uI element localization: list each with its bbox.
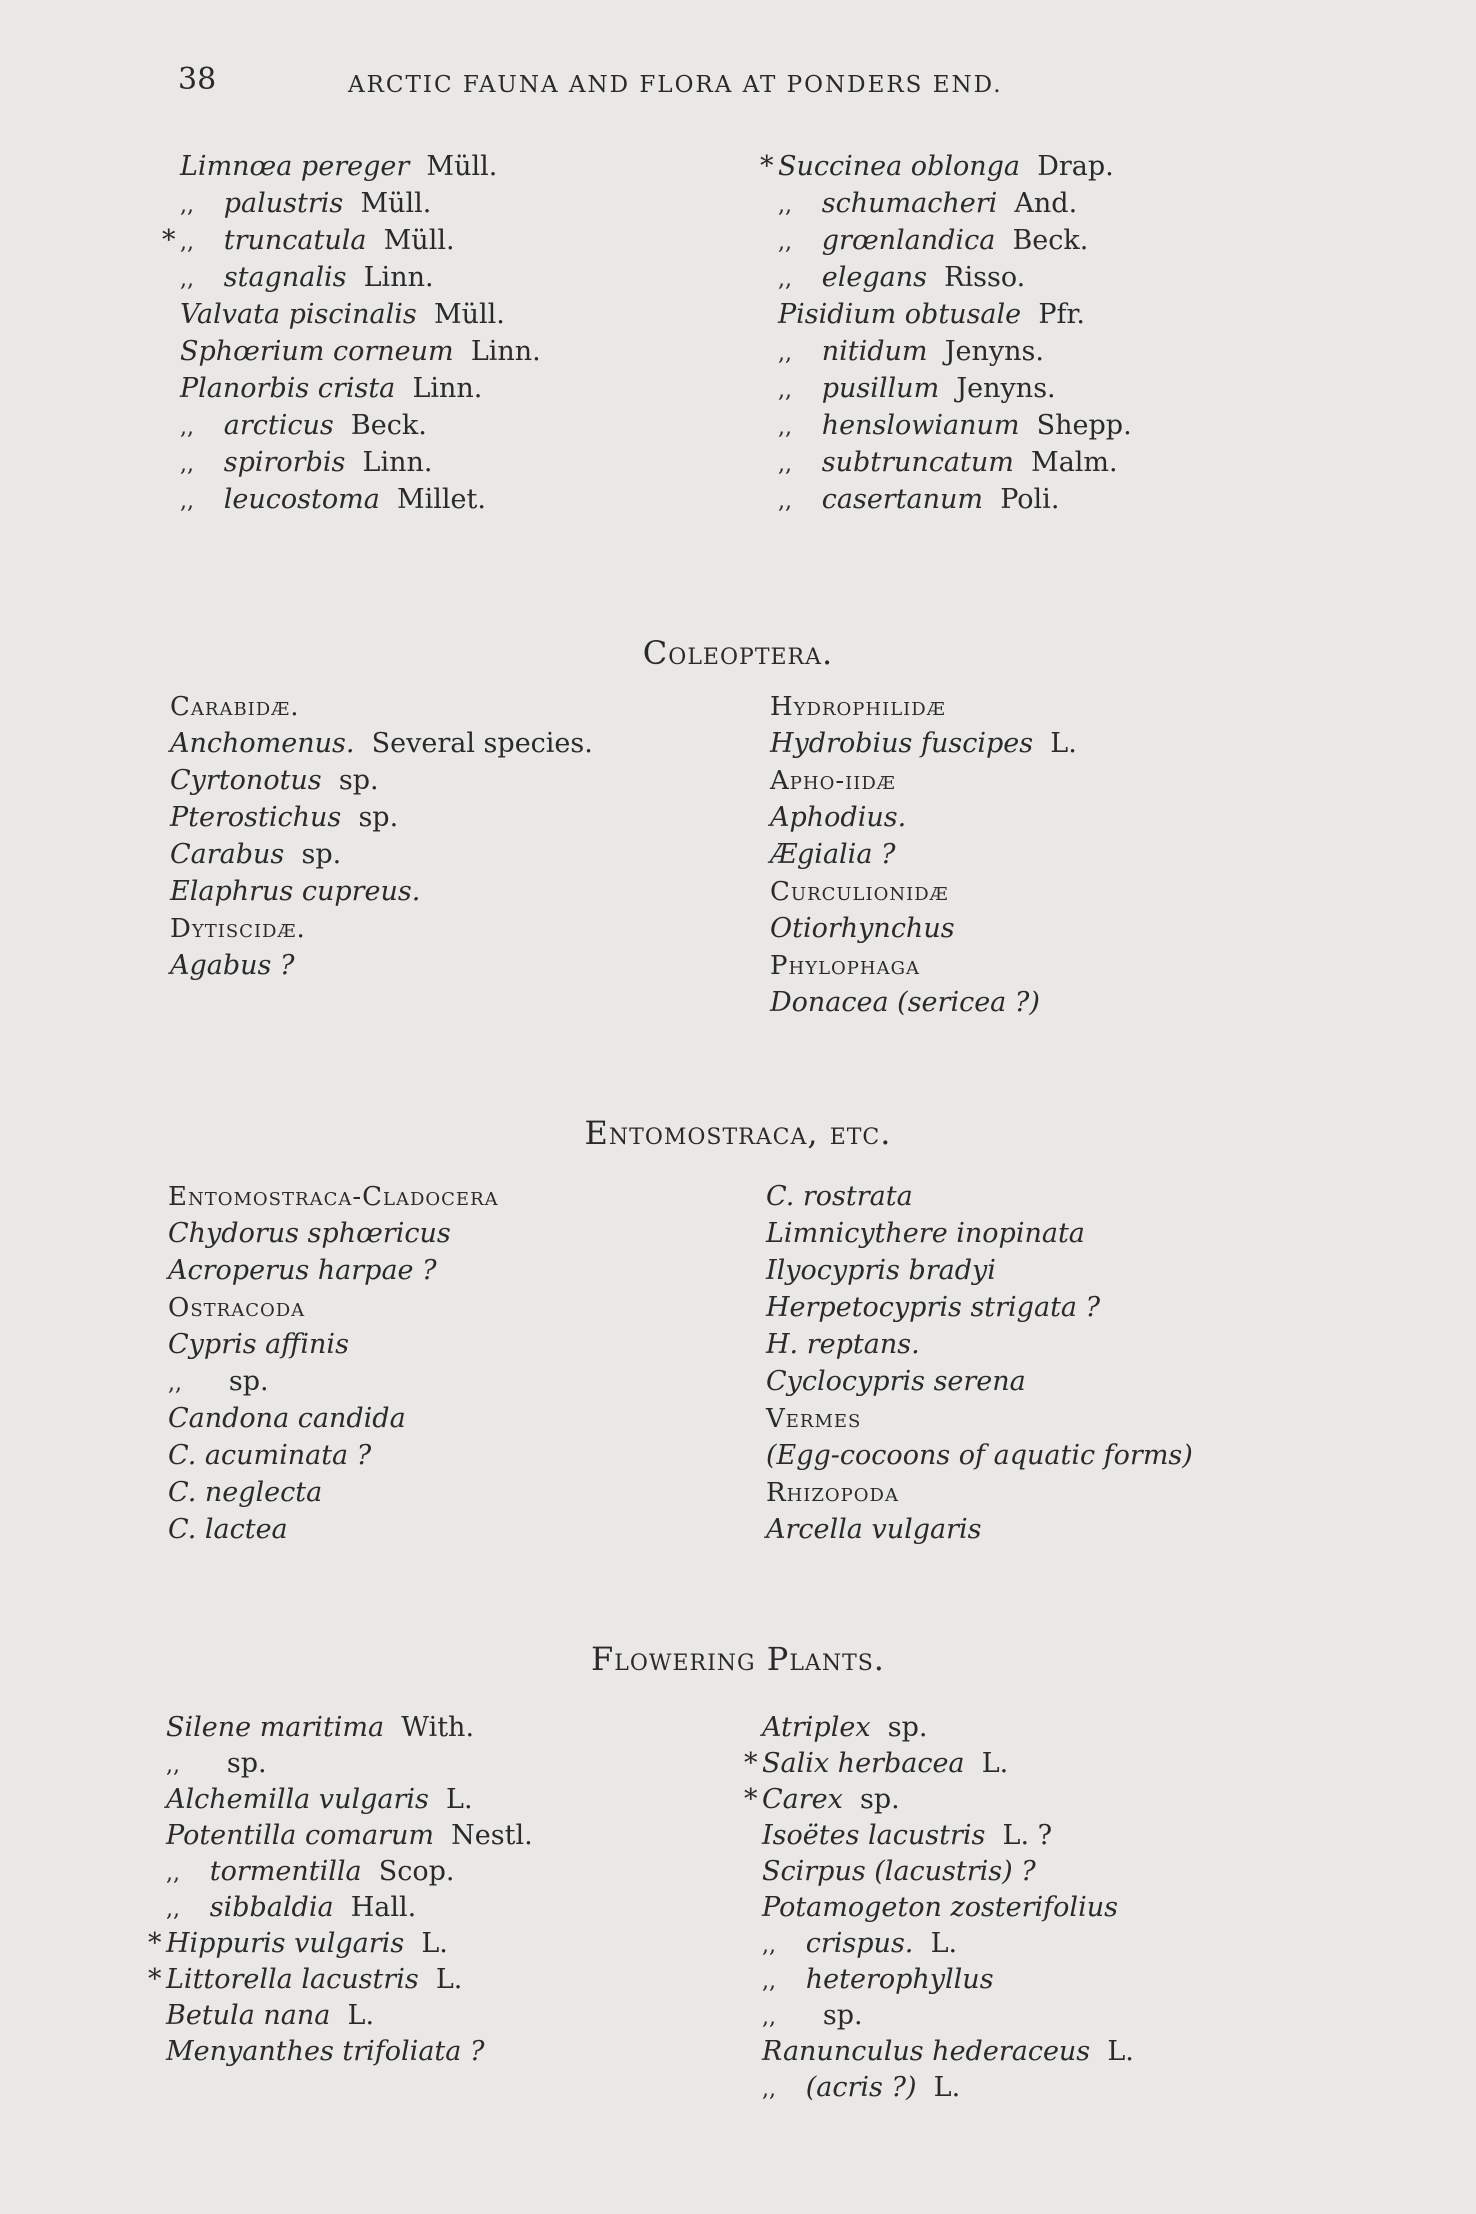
list-item <box>180 185 541 222</box>
taxon-authority: sp. <box>358 802 399 833</box>
taxon-authority: L. <box>981 1748 1009 1779</box>
taxon-authority: L. ? <box>1002 1820 1053 1851</box>
running-title: ARCTIC FAUNA AND FLORA AT PONDERS END. <box>348 72 1003 98</box>
taxon-name: Anchomenus. <box>170 728 355 759</box>
ditto-mark: ,, <box>180 489 194 514</box>
taxon-name: Limnicythere inopinata <box>766 1218 1085 1249</box>
list-item <box>148 1926 533 1962</box>
list-item <box>162 222 541 259</box>
list-item <box>770 725 1077 762</box>
taxon-authority: Drap. <box>1037 151 1114 182</box>
list-item <box>766 1363 1193 1400</box>
taxon-name: arcticus <box>223 410 334 441</box>
taxon-authority: Scop. <box>378 1856 455 1887</box>
list-item <box>180 407 541 444</box>
taxon-authority: Pfr. <box>1038 299 1085 330</box>
taxon-name: Herpetocypris strigata ? <box>766 1292 1101 1323</box>
taxon-authority: Shepp. <box>1036 410 1132 441</box>
taxon-name: spirorbis <box>223 447 346 478</box>
list-item <box>770 910 1077 947</box>
ditto-mark: ,, <box>762 2077 776 2102</box>
mollusca-list-left <box>162 148 541 518</box>
list-item <box>778 481 1132 518</box>
star-mark: * <box>162 225 176 256</box>
ditto-mark: ,, <box>180 193 194 218</box>
ditto-mark: ,, <box>778 267 792 292</box>
family-heading: Curculionidæ <box>770 877 949 907</box>
ditto-mark: ,, <box>166 1861 180 1886</box>
coleoptera-list-right <box>770 688 1077 1021</box>
taxon-authority: Jenyns. <box>944 336 1044 367</box>
list-item <box>166 1890 533 1926</box>
list-item <box>166 1854 533 1890</box>
ditto-mark: ,, <box>778 193 792 218</box>
list-item <box>778 333 1132 370</box>
taxon-name: Atriplex <box>762 1712 871 1743</box>
list-item <box>170 947 593 984</box>
family-heading: Dytiscidæ. <box>170 914 306 944</box>
list-item <box>148 1962 533 1998</box>
list-item <box>778 370 1132 407</box>
taxon-name: casertanum <box>821 484 984 515</box>
list-item <box>762 1818 1134 1854</box>
taxon-authority: sp. <box>860 1784 900 1815</box>
taxon-authority: Risso. <box>944 262 1026 293</box>
list-item <box>166 1746 533 1782</box>
taxon-name: Silene maritima <box>166 1712 385 1743</box>
taxon-authority: L. <box>930 1928 958 1959</box>
taxon-name: Salix herbacea <box>762 1748 965 1779</box>
list-item <box>766 1400 1193 1437</box>
list-item <box>168 1437 499 1474</box>
taxon-name: grœnlandica <box>821 225 996 256</box>
taxon-name: elegans <box>821 262 927 293</box>
list-item <box>766 1215 1193 1252</box>
section-title-entomostraca: Entomostraca, etc. <box>584 1114 892 1152</box>
entomostraca-list-left <box>168 1178 499 1548</box>
list-item <box>770 873 1077 910</box>
taxon-name: (acris ?) <box>805 2072 917 2103</box>
star-mark: * <box>148 1928 162 1959</box>
ditto-mark: ,, <box>778 230 792 255</box>
ditto-mark: ,, <box>180 415 194 440</box>
taxon-name: Potamogeton zosterifolius <box>762 1892 1118 1923</box>
taxon-authority: With. <box>401 1712 475 1743</box>
taxon-authority: Poli. <box>1000 484 1060 515</box>
taxon-authority: Hall. <box>350 1892 417 1923</box>
star-mark: * <box>148 1964 162 1995</box>
taxon-authority: sp. <box>228 1366 269 1397</box>
ditto-mark: ,, <box>778 415 792 440</box>
list-item <box>762 1962 1134 1998</box>
taxon-name: Cypris affinis <box>168 1329 349 1360</box>
ditto-mark: ,, <box>168 1371 182 1396</box>
list-item <box>744 1746 1134 1782</box>
list-item <box>762 1710 1134 1746</box>
family-heading: Phylophaga <box>770 951 920 981</box>
list-item <box>170 725 593 762</box>
taxon-name: Elaphrus cupreus. <box>170 876 421 907</box>
ditto-mark: ,, <box>166 1753 180 1778</box>
taxon-authority: Millet. <box>396 484 486 515</box>
list-item <box>778 296 1132 333</box>
list-item <box>766 1326 1193 1363</box>
plants-list-right <box>744 1710 1134 2106</box>
list-item <box>762 1926 1134 1962</box>
taxon-authority: Jenyns. <box>956 373 1056 404</box>
taxon-name: Hippuris vulgaris <box>166 1928 405 1959</box>
ditto-mark: ,, <box>778 489 792 514</box>
list-item <box>180 296 541 333</box>
list-item <box>762 2034 1134 2070</box>
taxon-authority: Linn. <box>412 373 483 404</box>
list-item <box>166 1782 533 1818</box>
family-heading: Carabidæ. <box>170 692 300 722</box>
ditto-mark: ,, <box>778 452 792 477</box>
taxon-name: palustris <box>223 188 344 219</box>
list-item <box>180 370 541 407</box>
list-item <box>168 1400 499 1437</box>
ditto-mark: ,, <box>762 2005 776 2030</box>
taxon-name: Menyanthes trifoliata ? <box>166 2036 485 2067</box>
list-item <box>166 2034 533 2070</box>
taxon-name: Ranunculus hederaceus <box>762 2036 1091 2067</box>
taxon-name: heterophyllus <box>805 1964 994 1995</box>
list-item <box>166 1818 533 1854</box>
list-item <box>766 1289 1193 1326</box>
taxon-authority: L. <box>347 2000 375 2031</box>
list-item <box>766 1178 1193 1215</box>
taxon-name: C. acuminata ? <box>168 1440 372 1471</box>
list-item <box>180 259 541 296</box>
list-item <box>168 1511 499 1548</box>
taxon-authority: sp. <box>226 1748 267 1779</box>
taxon-name: Candona candida <box>168 1403 406 1434</box>
family-heading: Apho-iidæ <box>770 766 896 796</box>
taxon-authority: L. <box>1107 2036 1134 2067</box>
list-item <box>170 688 593 725</box>
taxon-name: Aphodius. <box>770 802 907 833</box>
ditto-mark: ,, <box>778 341 792 366</box>
taxon-name: Cyclocypris serena <box>766 1366 1026 1397</box>
list-item <box>180 333 541 370</box>
list-item <box>744 1782 1134 1818</box>
taxon-name: H. reptans. <box>766 1329 920 1360</box>
taxon-name: Donacea (sericea ?) <box>770 987 1040 1018</box>
list-item <box>766 1474 1193 1511</box>
taxon-name: C. lactea <box>168 1514 288 1545</box>
list-item <box>180 481 541 518</box>
taxon-name: sibbaldia <box>209 1892 334 1923</box>
taxon-name: Otiorhynchus <box>770 913 955 944</box>
list-item <box>770 688 1077 725</box>
taxon-authority: sp. <box>338 765 379 796</box>
list-item <box>168 1474 499 1511</box>
family-heading: Hydrophilidæ <box>770 692 946 722</box>
ditto-mark: ,, <box>180 452 194 477</box>
family-heading: Ostracoda <box>168 1293 306 1323</box>
list-item <box>166 1998 533 2034</box>
plants-list-left <box>148 1710 533 2070</box>
star-mark: * <box>760 151 774 182</box>
taxon-name: (Egg-cocoons of aquatic forms) <box>766 1440 1193 1471</box>
list-item <box>180 148 541 185</box>
entomostraca-list-right <box>766 1178 1193 1548</box>
taxon-name: Agabus ? <box>170 950 295 981</box>
taxon-name: Cyrtonotus <box>170 765 322 796</box>
section-title-coleoptera: Coleoptera. <box>642 634 834 672</box>
list-item <box>770 836 1077 873</box>
taxon-authority: L. <box>435 1964 463 1995</box>
taxon-name: nitidum <box>821 336 928 367</box>
family-heading: Vermes <box>766 1404 862 1434</box>
list-item <box>166 1710 533 1746</box>
taxon-authority: sp. <box>301 839 342 870</box>
taxon-authority: Nestl. <box>451 1820 533 1851</box>
taxon-name: Carex <box>762 1784 843 1815</box>
taxon-name: Sphœrium corneum <box>180 336 454 367</box>
star-mark: * <box>744 1784 758 1815</box>
list-item <box>170 762 593 799</box>
list-item <box>170 799 593 836</box>
taxon-name: pusillum <box>821 373 940 404</box>
list-item <box>170 873 593 910</box>
taxon-authority: L. <box>421 1928 448 1959</box>
coleoptera-list-left <box>170 688 593 984</box>
taxon-name: Limnœa pereger <box>180 151 410 182</box>
taxon-authority: Müll. <box>360 188 432 219</box>
taxon-name: subtruncatum <box>821 447 1014 478</box>
taxon-authority: sp. <box>822 2000 863 2031</box>
ditto-mark: ,, <box>166 1897 180 1922</box>
taxon-name: stagnalis <box>223 262 347 293</box>
list-item <box>770 947 1077 984</box>
taxon-name: Succinea oblonga <box>778 151 1021 182</box>
list-item <box>766 1511 1193 1548</box>
list-item <box>168 1252 499 1289</box>
taxon-name: henslowianum <box>821 410 1020 441</box>
taxon-name: Scirpus (lacustris) ? <box>762 1856 1036 1887</box>
taxon-authority: L. <box>1050 728 1077 759</box>
taxon-name: Pisidium obtusale <box>778 299 1022 330</box>
taxon-authority: L. <box>933 2072 961 2103</box>
list-item <box>778 222 1132 259</box>
taxon-authority: L. <box>446 1784 473 1815</box>
taxon-authority: Müll. <box>433 299 505 330</box>
ditto-mark: ,, <box>762 1933 776 1958</box>
list-item <box>778 259 1132 296</box>
taxon-authority: And. <box>1014 188 1078 219</box>
taxon-authority: Müll. <box>426 151 498 182</box>
ditto-mark: ,, <box>180 230 194 255</box>
taxon-name: schumacheri <box>821 188 998 219</box>
list-item <box>168 1326 499 1363</box>
taxon-name: Potentilla comarum <box>166 1820 434 1851</box>
taxon-authority: Linn. <box>363 262 434 293</box>
page-number: 38 <box>178 62 217 97</box>
taxon-name: Chydorus sphœricus <box>168 1218 451 1249</box>
taxon-name: tormentilla <box>209 1856 362 1887</box>
taxon-name: Ægialia ? <box>770 839 896 870</box>
taxon-name: Arcella vulgaris <box>766 1514 982 1545</box>
list-item <box>762 1998 1134 2034</box>
ditto-mark: ,, <box>762 1969 776 1994</box>
list-item <box>180 444 541 481</box>
section-title-flowering-plants: Flowering Plants. <box>591 1640 885 1678</box>
list-item <box>778 185 1132 222</box>
taxon-name: Alchemilla vulgaris <box>166 1784 429 1815</box>
taxon-name: Pterostichus <box>170 802 342 833</box>
list-item <box>760 148 1132 185</box>
taxon-authority: sp. <box>887 1712 928 1743</box>
taxon-authority: Beck. <box>1012 225 1089 256</box>
family-heading: Entomostraca-Cladocera <box>168 1182 499 1212</box>
list-item <box>770 762 1077 799</box>
mollusca-list-right <box>760 148 1132 518</box>
taxon-authority: Beck. <box>350 410 427 441</box>
taxon-authority: Several species. <box>371 728 593 759</box>
taxon-name: Valvata piscinalis <box>180 299 417 330</box>
list-item <box>762 2070 1134 2106</box>
list-item <box>168 1289 499 1326</box>
list-item <box>168 1363 499 1400</box>
taxon-name: crispus. <box>805 1928 914 1959</box>
list-item <box>170 836 593 873</box>
taxon-name: truncatula <box>223 225 367 256</box>
list-item <box>770 984 1077 1021</box>
taxon-authority: Linn. <box>470 336 541 367</box>
list-item <box>766 1437 1193 1474</box>
taxon-name: Hydrobius fuscipes <box>770 728 1034 759</box>
list-item <box>778 407 1132 444</box>
taxon-name: leucostoma <box>223 484 380 515</box>
taxon-authority: Malm. <box>1031 447 1118 478</box>
list-item <box>762 1890 1134 1926</box>
list-item <box>168 1178 499 1215</box>
family-heading: Rhizopoda <box>766 1478 899 1508</box>
list-item <box>168 1215 499 1252</box>
taxon-name: Acroperus harpae ? <box>168 1255 437 1286</box>
taxon-name: Planorbis crista <box>180 373 396 404</box>
list-item <box>770 799 1077 836</box>
list-item <box>778 444 1132 481</box>
taxon-name: C. neglecta <box>168 1477 323 1508</box>
ditto-mark: ,, <box>180 267 194 292</box>
taxon-name: Littorella lacustris <box>166 1964 419 1995</box>
taxon-name: Carabus <box>170 839 285 870</box>
list-item <box>170 910 593 947</box>
list-item <box>766 1252 1193 1289</box>
ditto-mark: ,, <box>778 378 792 403</box>
taxon-authority: Linn. <box>362 447 433 478</box>
taxon-name: Betula nana <box>166 2000 331 2031</box>
list-item <box>762 1854 1134 1890</box>
taxon-authority: Müll. <box>383 225 455 256</box>
star-mark: * <box>744 1748 758 1779</box>
taxon-name: Isoëtes lacustris <box>762 1820 986 1851</box>
taxon-name: Ilyocypris bradyi <box>766 1255 996 1286</box>
taxon-name: C. rostrata <box>766 1181 913 1212</box>
